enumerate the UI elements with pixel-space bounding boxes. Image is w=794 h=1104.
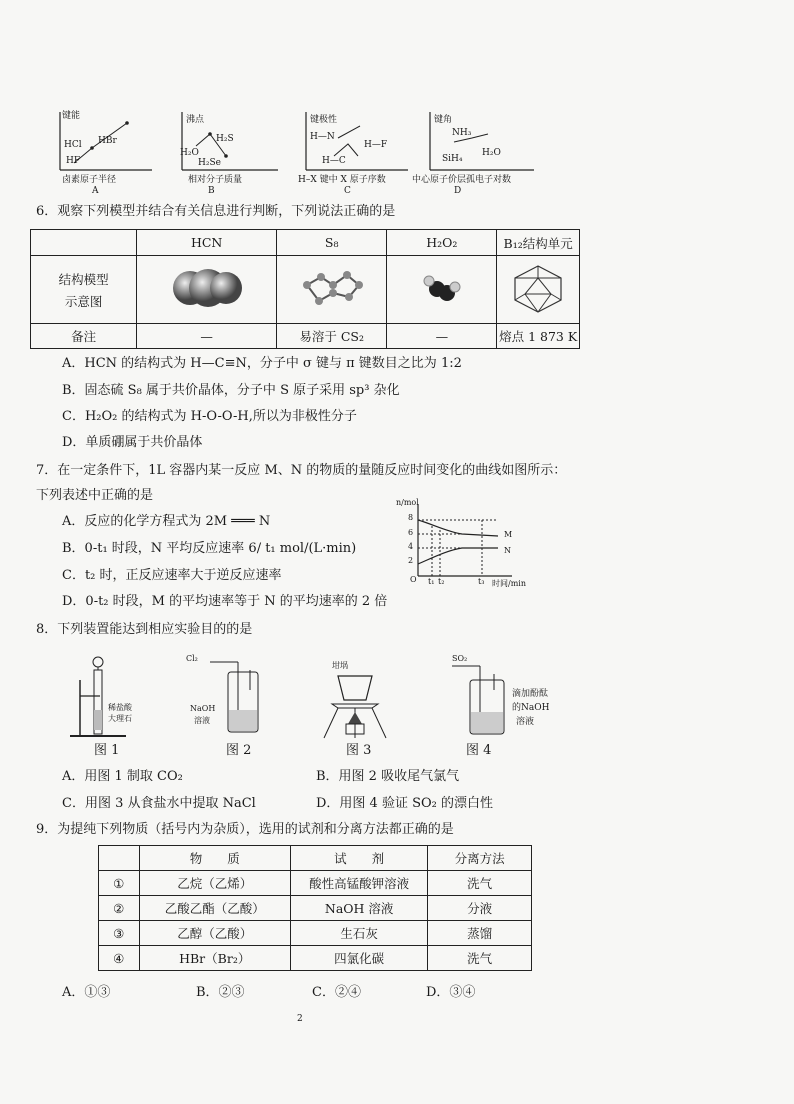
graph-d-label-1: NH₃ <box>452 128 472 138</box>
q7-graph-t3: t₃ <box>478 577 485 586</box>
q8-option-d: D．用图 4 验证 SO₂ 的漂白性 <box>316 796 493 811</box>
graph-a <box>52 108 162 198</box>
q7-graph-series-n: N <box>504 546 511 555</box>
q7-graph-tick-6: 6 <box>408 528 414 537</box>
fig2-caption: 图 2 <box>226 743 252 758</box>
q6-note-h2o2: — <box>387 324 497 349</box>
q6-option-a: A．HCN 的结构式为 H—C≡N，分子中 σ 键与 π 键数目之比为 1:2 <box>62 356 462 371</box>
graph-c <box>298 108 418 198</box>
q6-option-b: B．固态硫 S₈ 属于共价晶体，分子中 S 原子采用 sp³ 杂化 <box>62 383 400 398</box>
q7-graph-series-m: M <box>504 530 513 539</box>
s8-molecule-icon <box>287 263 377 313</box>
fig2-gas-bottle-icon <box>186 650 276 740</box>
fig4-caption: 图 4 <box>466 743 492 758</box>
q9-row3-index: ③ <box>99 921 140 946</box>
graph-d-xlabel: 中心原子价层孤电子对数 <box>412 175 512 185</box>
q6-table <box>30 229 580 349</box>
q6-stem: 6．观察下列模型并结合有关信息进行判断，下列说法正确的是 <box>36 204 396 219</box>
fig1-caption: 图 1 <box>94 743 120 758</box>
s8-model-image <box>276 256 386 324</box>
graph-b-label-2: H₂O <box>180 148 199 158</box>
q6-row-model-label-b: 示意图 <box>64 293 103 309</box>
q9-row2-reagent: NaOH 溶液 <box>290 896 427 921</box>
graph-b-label-1: H₂S <box>216 134 234 144</box>
graph-c-xlabel: H–X 键中 X 原子序数 <box>298 175 386 185</box>
b12-model-image <box>497 256 580 324</box>
q8-option-b: B．用图 2 吸收尾气氯气 <box>316 769 460 784</box>
graph-c-ylabel: 键极性 <box>310 115 338 125</box>
q7-stem-a: 7．在一定条件下，1L 容器内某一反应 M、N 的物质的量随反应时间变化的曲线如图所示： <box>36 463 567 478</box>
q9-table <box>98 845 532 971</box>
fig3-crucible-icon <box>312 650 402 740</box>
q9-row4-index: ④ <box>99 946 140 971</box>
hcn-molecule-icon <box>162 263 252 313</box>
fig4-label-solution: 溶液 <box>516 717 535 727</box>
graph-a-xlabel: 卤素原子半径 <box>62 175 117 185</box>
graph-c-label-3: H—C <box>322 156 346 166</box>
fig4-label-naoh: 的NaOH <box>512 703 550 713</box>
q9-row1-index: ① <box>99 871 140 896</box>
fig2-label-cl2: Cl₂ <box>186 654 198 663</box>
q7-option-a: A．反应的化学方程式为 2M ═══ N <box>62 514 271 529</box>
q6-note-s8: 易溶于 CS₂ <box>276 324 386 349</box>
q6-option-d: D．单质硼属于共价晶体 <box>62 435 203 450</box>
q7-option-c: C．t₂ 时，正反应速率大于逆反应速率 <box>62 568 282 583</box>
fig1-label-marble: 大理石 <box>108 714 132 723</box>
graph-a-letter: A <box>92 186 99 196</box>
fig3-label-crucible: 坩埚 <box>332 661 348 670</box>
q9-row1-reagent: 酸性高锰酸钾溶液 <box>290 871 427 896</box>
q9-header-method: 分离方法 <box>428 846 532 871</box>
graph-b-xlabel: 相对分子质量 <box>188 175 243 185</box>
q7-option-b: B．0-t₁ 时段，N 平均反应速率 6/ t₁ mol/(L·min) <box>62 541 357 556</box>
q7-graph-tick-2: 2 <box>408 556 414 565</box>
fig2-label-naoh: NaOH <box>190 704 216 713</box>
q6-option-c: C．H₂O₂ 的结构式为 H-O-O-H,所以为非极性分子 <box>62 409 357 424</box>
q9-option-c: C．②④ <box>312 985 361 1000</box>
fig1-label-acid: 稀盐酸 <box>108 703 132 712</box>
q9-header-reagent: 试 剂 <box>290 846 427 871</box>
graph-d-label-2: H₂O <box>482 148 501 158</box>
q7-graph-t2: t₂ <box>438 577 445 586</box>
q8-figure-4 <box>448 650 578 760</box>
graph-c-letter: C <box>344 186 351 196</box>
page-number: 2 <box>297 1014 303 1024</box>
q7-graph-tick-8: 8 <box>408 513 414 522</box>
q6-header-blank <box>31 230 137 256</box>
q6-header-hcn: HCN <box>137 230 277 256</box>
q9-header-index <box>99 846 140 871</box>
q7-option-d: D．0-t₂ 时段，M 的平均速率等于 N 的平均速率的 2 倍 <box>62 594 388 609</box>
q8-option-c: C．用图 3 从食盐水中提取 NaCl <box>62 796 256 811</box>
graph-a-label-1: HCl <box>64 140 82 150</box>
q9-stem: 9．为提纯下列物质（括号内为杂质），选用的试剂和分离方法都正确的是 <box>36 822 454 837</box>
q9-option-b: B．②③ <box>196 985 245 1000</box>
fig1-apparatus-icon <box>66 650 156 740</box>
q6-note-b12: 熔点 1 873 K <box>497 324 580 349</box>
q9-row1-substance: 乙烷（乙烯） <box>139 871 290 896</box>
hcn-model-image <box>137 256 277 324</box>
q9-option-d: D．③④ <box>426 985 476 1000</box>
q9-row3-method: 蒸馏 <box>428 921 532 946</box>
h2o2-molecule-icon <box>407 263 477 313</box>
q9-row2-method: 分液 <box>428 896 532 921</box>
graph-b-ylabel: 沸点 <box>186 115 205 125</box>
q9-row2-substance: 乙酸乙酯（乙酸） <box>139 896 290 921</box>
q7-graph-ylabel: n/mol <box>396 498 419 507</box>
q9-row2-index: ② <box>99 896 140 921</box>
q6-row-model-label <box>31 256 137 324</box>
fig4-label-phenolphthalein: 滴加酚酞 <box>512 689 549 699</box>
q7-graph-tick-4: 4 <box>408 542 414 551</box>
q7-graph-origin: O <box>410 575 417 584</box>
q9-header-substance: 物 质 <box>139 846 290 871</box>
graph-b <box>178 108 288 198</box>
q6-header-b12: B₁₂结构单元 <box>497 230 580 256</box>
graph-d-ylabel: 键角 <box>434 115 453 125</box>
q6-header-h2o2: H₂O₂ <box>387 230 497 256</box>
q8-figure-1 <box>66 650 156 760</box>
q9-row3-reagent: 生石灰 <box>290 921 427 946</box>
q6-note-label: 备注 <box>31 324 137 349</box>
graph-d-letter: D <box>454 186 462 196</box>
graph-d <box>412 108 544 198</box>
q9-row3-substance: 乙醇（乙酸） <box>139 921 290 946</box>
q7-graph-t1: t₁ <box>428 577 435 586</box>
q7-graph-xlabel: 时间/min <box>492 579 526 588</box>
q9-row4-method: 洗气 <box>428 946 532 971</box>
fig2-label-solution: 溶液 <box>194 716 210 725</box>
q7-graph <box>392 496 552 596</box>
q6-header-s8: S₈ <box>276 230 386 256</box>
b12-icosahedron-icon <box>503 260 573 316</box>
graph-c-label-2: H—F <box>364 140 388 150</box>
h2o2-model-image <box>387 256 497 324</box>
q9-option-a: A．①③ <box>62 985 111 1000</box>
graph-b-letter: B <box>208 186 215 196</box>
q9-row1-method: 洗气 <box>428 871 532 896</box>
q6-row-model-label-a: 结构模型 <box>58 271 109 287</box>
fig4-label-so2: SO₂ <box>452 654 468 663</box>
q9-row4-substance: HBr（Br₂） <box>139 946 290 971</box>
graph-c-label-1: H—N <box>310 132 335 142</box>
q8-figure-3 <box>312 650 402 760</box>
graph-b-label-3: H₂Se <box>198 158 221 168</box>
graph-a-ylabel: 键能 <box>62 111 81 121</box>
q8-stem: 8．下列装置能达到相应实验目的的是 <box>36 622 253 637</box>
q7-stem-b: 下列表述中正确的是 <box>36 488 154 503</box>
fig3-caption: 图 3 <box>346 743 372 758</box>
graph-a-label-3: HF <box>66 156 81 166</box>
q8-option-a: A．用图 1 制取 CO₂ <box>62 769 183 784</box>
graph-a-label-2: HBr <box>98 136 117 146</box>
graph-d-label-3: SiH₄ <box>442 154 463 164</box>
q8-figure-2 <box>186 650 276 760</box>
q6-note-hcn: — <box>137 324 277 349</box>
q9-row4-reagent: 四氯化碳 <box>290 946 427 971</box>
